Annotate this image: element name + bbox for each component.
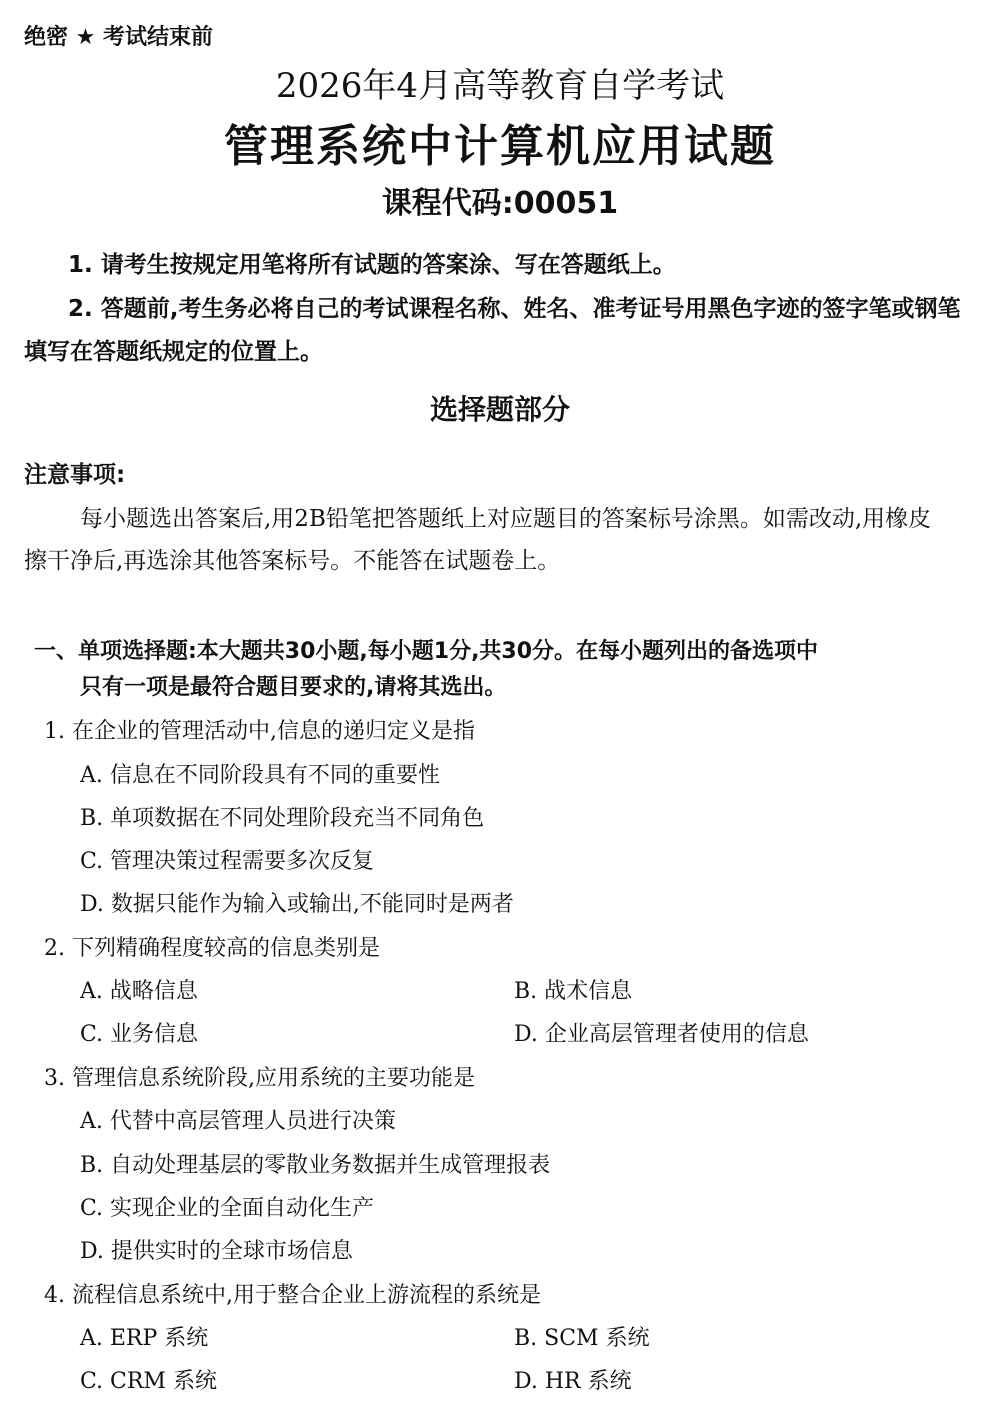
subject-title: 管理系统中计算机应用试题 (224, 121, 776, 172)
question-4-option-b: B. SCM 系统 (514, 1326, 650, 1351)
exam-title: 2026年4月高等教育自学考试 (275, 66, 725, 106)
question-2-stem: 2. 下列精确程度较高的信息类别是 (44, 936, 380, 961)
part1-heading-line2: 只有一项是最符合题目要求的,请将其选出。 (80, 675, 507, 700)
question-4-option-d: D. HR 系统 (514, 1369, 632, 1394)
question-2-option-c: C. 业务信息 (80, 1022, 199, 1047)
question-4-option-a: A. ERP 系统 (80, 1326, 209, 1351)
question-3-option-b: B. 自动处理基层的零散业务数据并生成管理报表 (80, 1153, 551, 1178)
question-1-option-a: A. 信息在不同阶段具有不同的重要性 (80, 763, 440, 788)
instruction-2-line2: 填写在答题纸规定的位置上。 (24, 339, 323, 365)
question-4-stem: 4. 流程信息系统中,用于整合企业上游流程的系统是 (44, 1283, 541, 1308)
section-title: 选择题部分 (429, 393, 570, 426)
course-code: 课程代码:00051 (381, 186, 619, 221)
question-3-stem: 3. 管理信息系统阶段,应用系统的主要功能是 (44, 1066, 475, 1091)
secret-mark: 绝密 ★ 考试结束前 (24, 25, 214, 50)
question-3-option-a: A. 代替中高层管理人员进行决策 (80, 1109, 396, 1134)
question-3-option-c: C. 实现企业的全面自动化生产 (80, 1196, 375, 1221)
notes-line-1: 每小题选出答案后,用2B铅笔把答题纸上对应题目的答案标号涂黑。如需改动,用橡皮 (80, 506, 932, 532)
question-1-option-b: B. 单项数据在不同处理阶段充当不同角色 (80, 806, 485, 831)
question-1-option-d: D. 数据只能作为输入或输出,不能同时是两者 (80, 892, 514, 917)
question-2-option-b: B. 战术信息 (514, 979, 633, 1004)
question-4-option-c: C. CRM 系统 (80, 1369, 217, 1394)
notes-heading: 注意事项: (24, 462, 126, 488)
question-1-option-c: C. 管理决策过程需要多次反复 (80, 849, 375, 874)
instruction-2-line1: 2. 答题前,考生务必将自己的考试课程名称、姓名、准考证号用黑色字迹的签字笔或钢笔 (68, 296, 961, 322)
instruction-1: 1. 请考生按规定用笔将所有试题的答案涂、写在答题纸上。 (68, 252, 676, 278)
question-2-option-a: A. 战略信息 (80, 979, 198, 1004)
part1-heading-line1: 一、单项选择题:本大题共30小题,每小题1分,共30分。在每小题列出的备选项中 (34, 639, 819, 664)
question-3-option-d: D. 提供实时的全球市场信息 (80, 1239, 353, 1264)
question-1-stem: 1. 在企业的管理活动中,信息的递归定义是指 (44, 719, 475, 744)
notes-line-2: 擦干净后,再选涂其他答案标号。不能答在试题卷上。 (24, 548, 561, 574)
question-2-option-d: D. 企业高层管理者使用的信息 (514, 1022, 809, 1047)
